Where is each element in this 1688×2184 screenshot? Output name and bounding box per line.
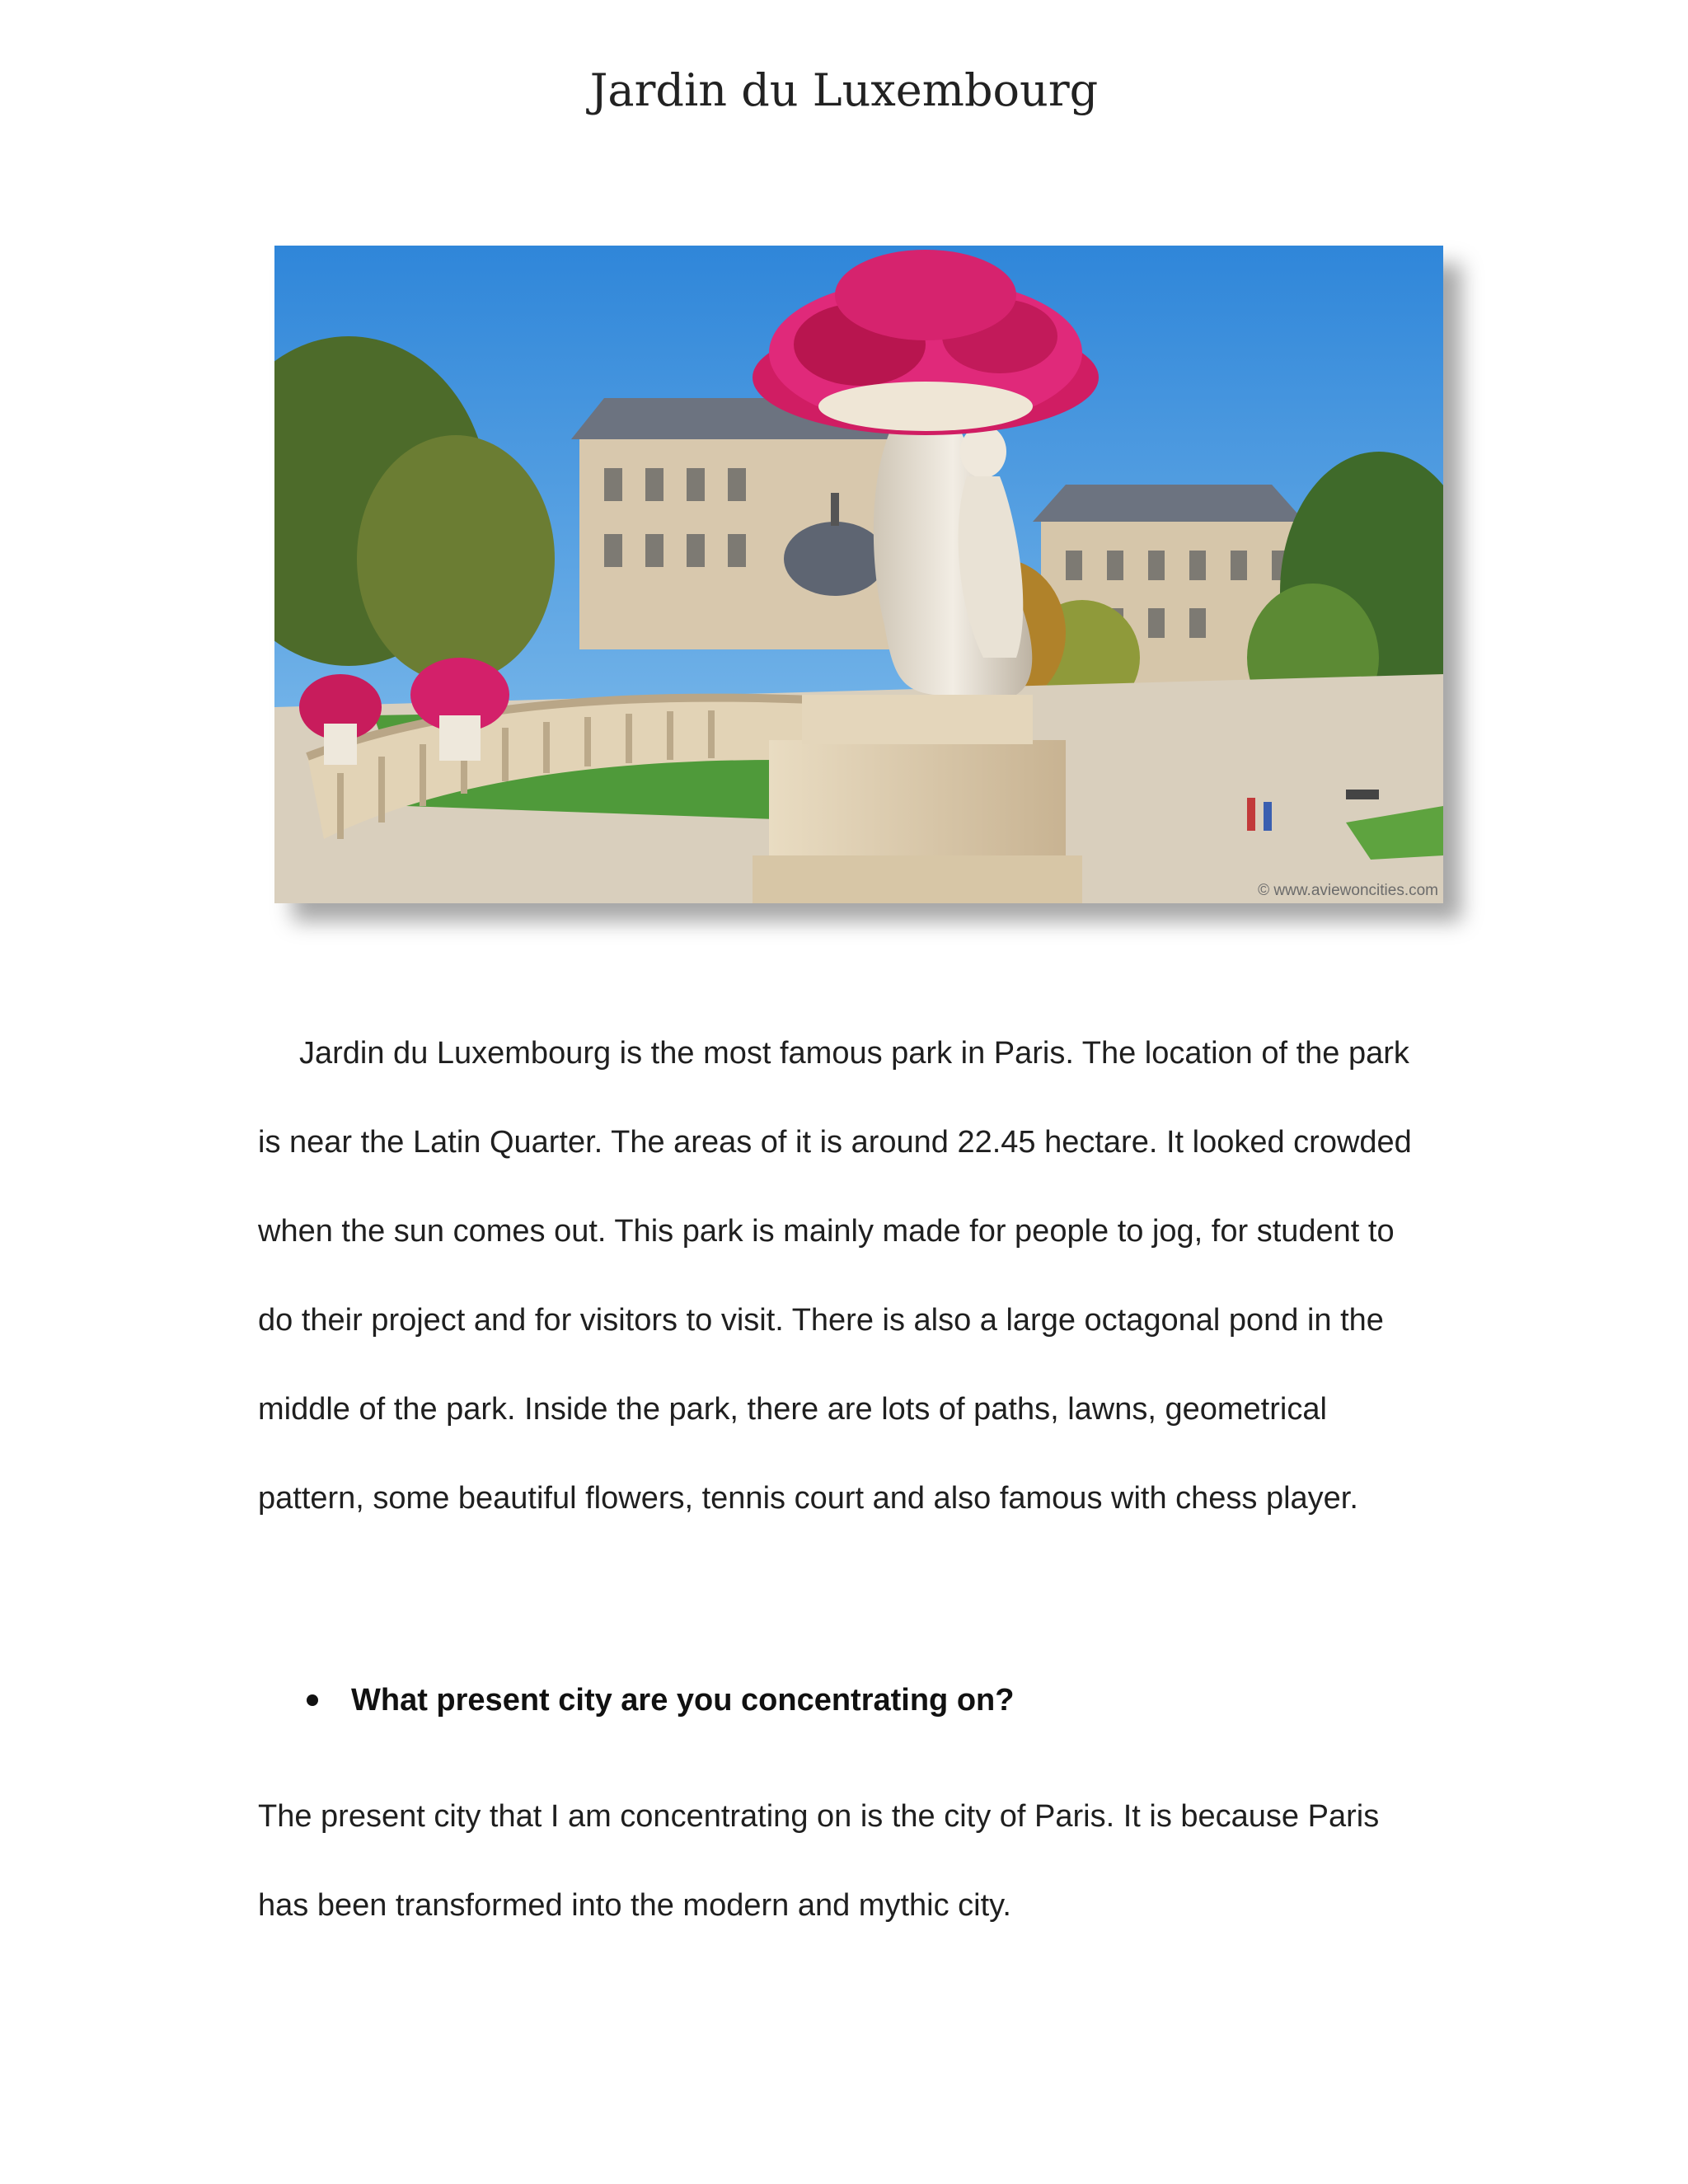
question-bullet — [307, 1680, 1014, 1721]
photo-credit: © www.aviewoncities.com — [1258, 882, 1438, 899]
question-text: What present city are you concentrating on? — [351, 1682, 1015, 1718]
paragraph-description: Jardin du Luxembourg is the most famous park in Paris. The location of the park is near the Latin Quarter. The areas of it is around 22.45 hectare. It looked crowded when the sun comes out. This park is mainly made for people to jog, for student to do their project and for visitors to visit. There is also a large octagonal pond in the middle of the park. Inside the park, there are lots of paths, lawns, geometrical pattern, some beautiful flowers, tennis court and also famous with chess player. — [258, 1036, 1412, 1516]
park-photo — [274, 246, 1443, 903]
page-title: Jardin du Luxembourg — [589, 64, 1099, 116]
paragraph-answer: The present city that I am concentrating on is the city of Paris. It is because Paris has been transformed into the modern and mythic city. — [258, 1799, 1380, 1923]
bullet-icon — [307, 1694, 318, 1706]
